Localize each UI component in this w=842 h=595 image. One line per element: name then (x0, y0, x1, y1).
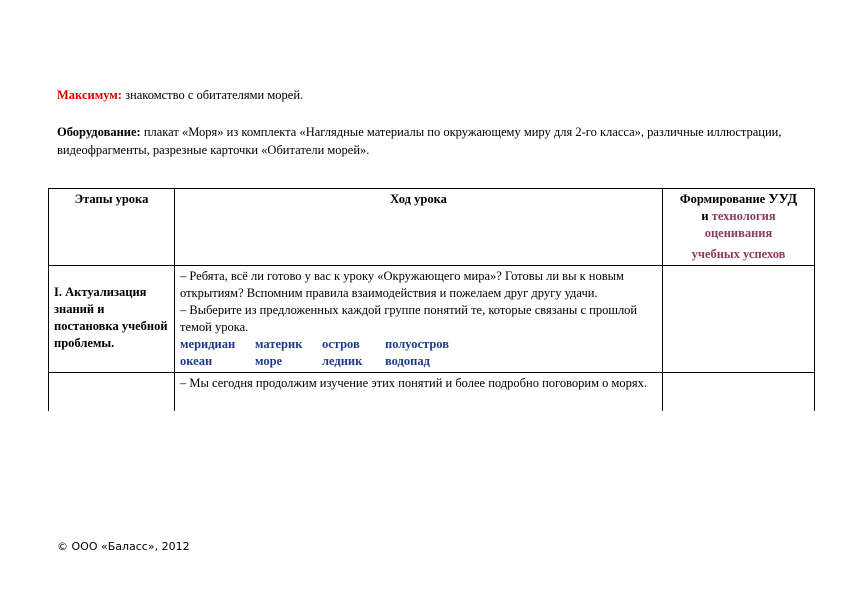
word-vodopad: водопад (385, 354, 430, 368)
header-uud-prefix: Формирование (679, 192, 766, 206)
equipment-text: плакат «Моря» из комплекта «Наглядные материалы по окружающему миру для 2-го класса», различные иллюстрации, видеофрагменты, разрезные карточки «Обитатели морей». (57, 125, 782, 157)
header-uud (663, 189, 815, 266)
equipment-paragraph (57, 123, 797, 159)
stage-cell: I. Актуализация знаний и постановка учебной проблемы. (49, 266, 175, 373)
stage-cell-empty (49, 373, 175, 412)
header-course: Ход урока (175, 189, 663, 266)
course-cell: – Мы сегодня продолжим изучение этих понятий и более подробно поговорим о морях. (175, 373, 663, 412)
equipment-label: Оборудование: (57, 125, 141, 139)
word-okean: океан (180, 354, 213, 368)
goal-text: знакомство с обитателями морей. (125, 88, 304, 102)
table-row (49, 266, 815, 373)
course-line-1: – Ребята, всё ли готово у вас к уроку «Окружающего мира»? Готовы ли вы к новым открытиям? Вспомним правила взаимодействия и пожелаем друг другу удачи. (180, 269, 624, 300)
header-tech-line1: технология оценивания (704, 209, 776, 240)
word-poluostrov: полуостров (385, 337, 449, 351)
words-row-1 (180, 336, 657, 353)
course-cell (175, 266, 663, 373)
goal-paragraph (57, 88, 797, 103)
word-materik: материк (255, 337, 303, 351)
table-header-row (49, 189, 815, 266)
copyright-footer: © ООО «Баласс», 2012 (57, 540, 190, 553)
uud-cell (663, 373, 815, 412)
uud-cell (663, 266, 815, 373)
table-row (49, 373, 815, 412)
word-more: море (255, 354, 283, 368)
course-line-2: – Выберите из предложенных каждой группе понятий те, которые связаны с прошлой темой урока. (180, 303, 638, 334)
header-uud-abbr: УУД (768, 192, 798, 207)
word-lednik: ледник (322, 354, 363, 368)
word-ostrov: остров (322, 337, 360, 351)
header-stages: Этапы урока (49, 189, 175, 266)
header-tech-line2: учебных успехов (691, 247, 786, 261)
word-meridian: меридиан (180, 337, 236, 351)
goal-label: Максимум: (57, 88, 122, 102)
words-row-2 (180, 353, 657, 370)
lesson-table (48, 188, 815, 411)
header-and: и (701, 209, 709, 223)
